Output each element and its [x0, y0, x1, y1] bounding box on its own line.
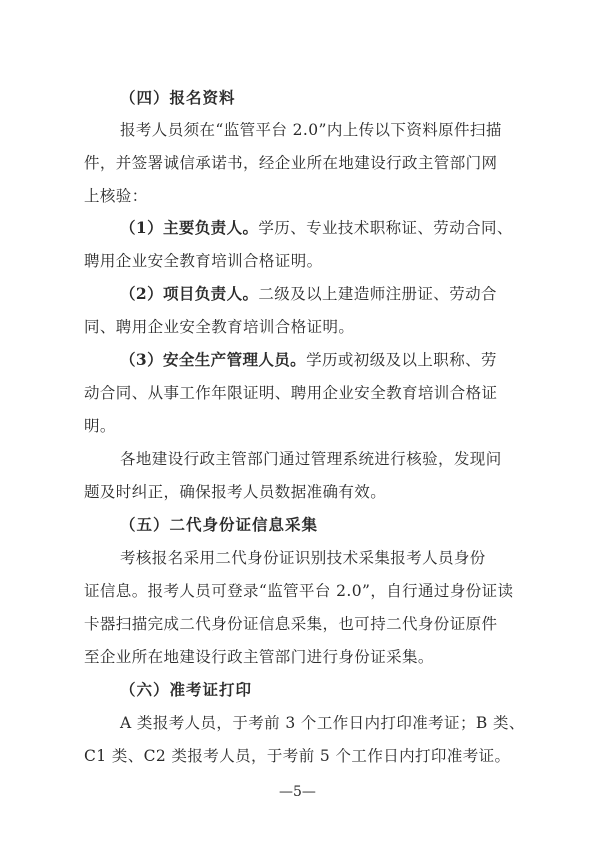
item-1-lead: （1）主要负责人。	[120, 218, 259, 237]
item-3-line-3: 明。	[84, 417, 116, 435]
item-2-lead: （2）项目负责人。	[120, 284, 259, 303]
section-6-heading: （六）准考证打印	[120, 680, 253, 699]
section-5-line-1: 考核报名采用二代身份证识别技术采集报考人员身份	[120, 549, 486, 567]
section-5-heading: （五）二代身份证信息采集	[120, 515, 319, 534]
section-6-line-2: C1 类、C2 类报考人员，于考前 5 个工作日内打印准考证。	[84, 747, 511, 765]
section-4-heading: （四）报名资料	[120, 88, 236, 107]
section-4-closing-line-1: 各地建设行政主管部门通过管理系统进行核验，发现问	[120, 450, 502, 468]
item-3-line-2: 动合同、从事工作年限证明、聘用企业安全教育培训合格证	[84, 384, 498, 402]
item-2-line-2: 同、聘用企业安全教育培训合格证明。	[84, 318, 355, 336]
page-number: —5—	[279, 784, 316, 800]
item-3-line-1	[120, 350, 497, 370]
item-3-text: 学历或初级及以上职称、劳	[306, 351, 497, 369]
section-5-line-3: 卡器扫描完成二代身份证信息采集，也可持二代身份证原件	[84, 615, 498, 633]
item-2-line-1	[120, 284, 497, 304]
section-5-line-2: 证信息。报考人员可登录“监管平台 2.0”，自行通过身份证读	[84, 582, 514, 600]
section-4-intro-line-3: 上核验：	[84, 187, 148, 205]
section-4-closing-line-2: 题及时纠正，确保报考人员数据准确有效。	[84, 483, 387, 501]
section-4-intro-line-2: 件，并签署诚信承诺书，经企业所在地建设行政主管部门网	[84, 154, 498, 172]
item-1-text: 学历、专业技术职称证、劳动合同、	[258, 219, 513, 237]
section-5-line-4: 至企业所在地建设行政主管部门进行身份证采集。	[84, 648, 434, 666]
section-4-intro-line-1: 报考人员须在“监管平台 2.0”内上传以下资料原件扫描	[120, 121, 502, 139]
item-1-line-2: 聘用企业安全教育培训合格证明。	[84, 252, 323, 270]
item-3-lead: （3）安全生产管理人员。	[120, 350, 307, 369]
section-6-line-1: A 类报考人员，于考前 3 个工作日内打印准考证；B 类、	[120, 714, 525, 732]
item-2-text: 二级及以上建造师注册证、劳动合	[258, 285, 497, 303]
item-1-line-1	[120, 218, 513, 238]
